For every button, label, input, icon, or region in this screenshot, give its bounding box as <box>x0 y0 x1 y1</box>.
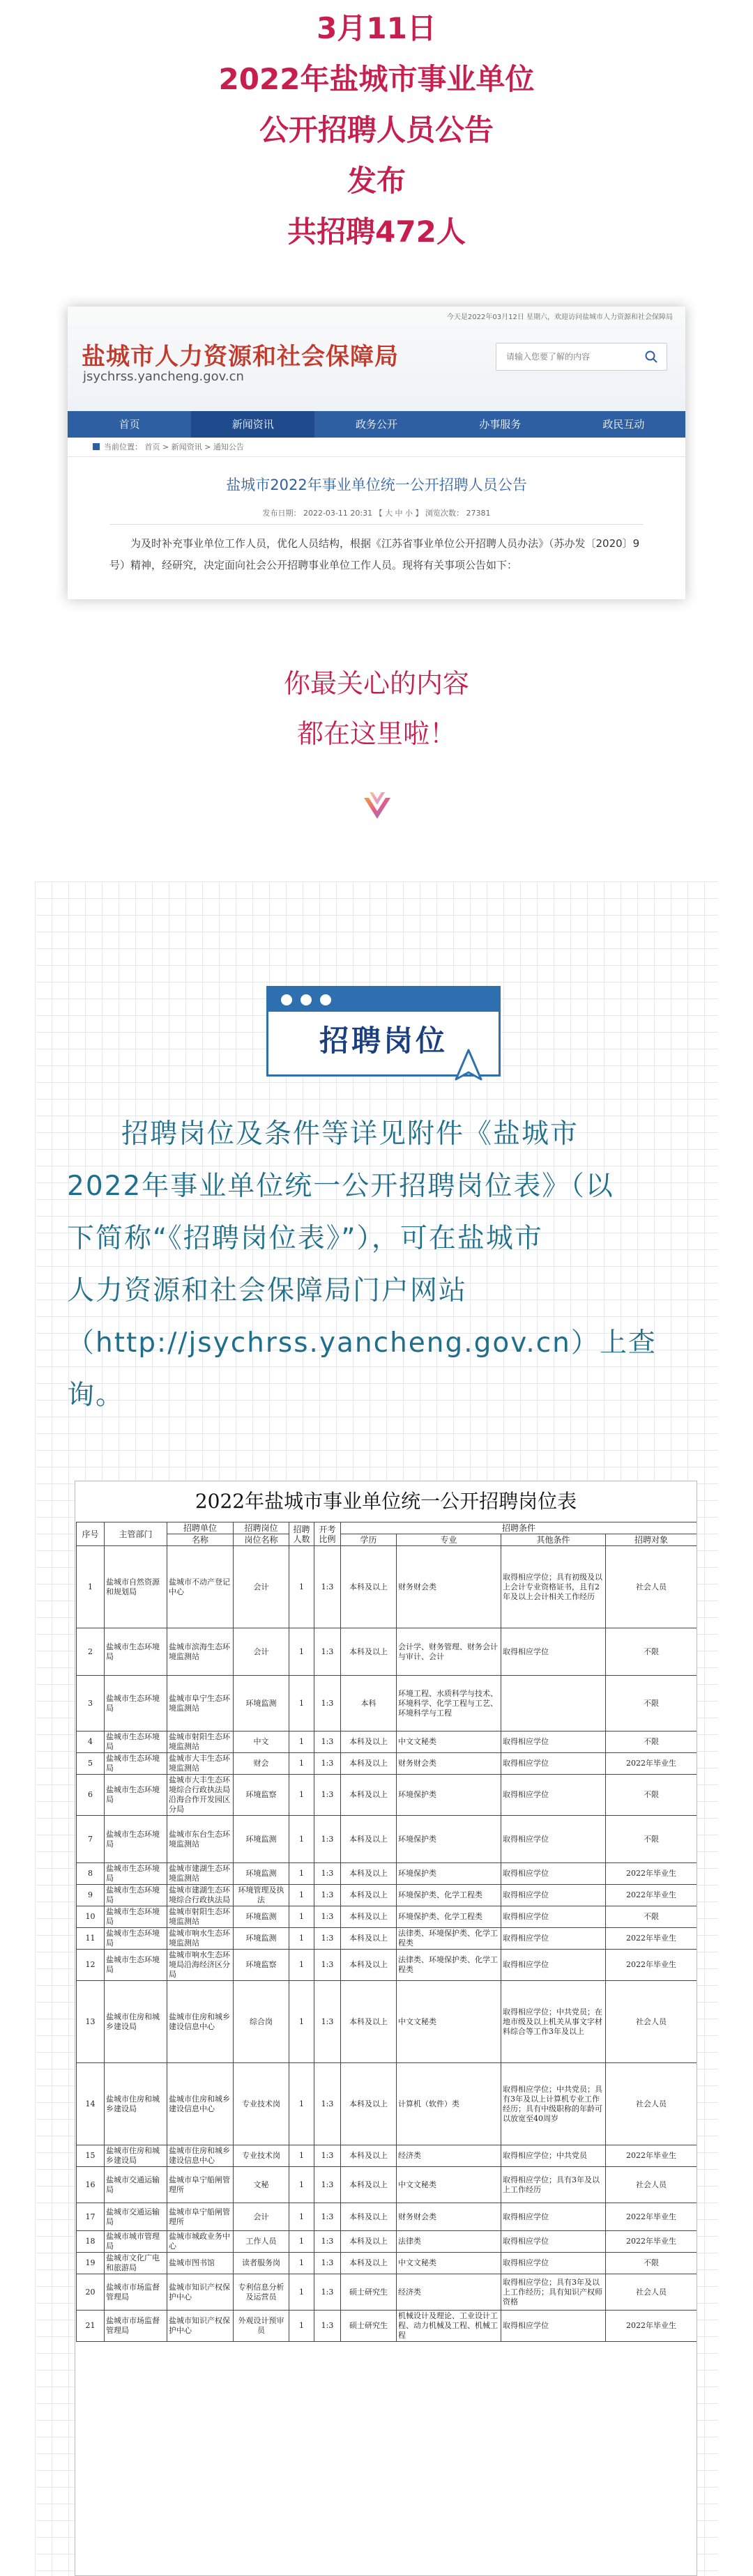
td-dept: 盐城市生态环境局 <box>105 1816 167 1863</box>
table-row <box>77 2203 697 2231</box>
td-ratio: 1:3 <box>314 1816 341 1863</box>
td-no: 17 <box>77 2203 105 2231</box>
td-post: 环境监测 <box>234 1928 289 1950</box>
td-other: 取得相应学位 <box>501 1863 606 1885</box>
td-count: 1 <box>289 1928 314 1950</box>
td-unit: 盐城市滨海生态环境监测站 <box>167 1628 234 1676</box>
td-other: 取得相应学位 <box>501 1885 606 1906</box>
desc-line: 人力资源和社会保障局门户网站 <box>67 1275 468 1306</box>
nav-interaction[interactable]: 政民互动 <box>602 418 645 431</box>
td-no: 11 <box>77 1928 105 1950</box>
td-unit: 盐城市阜宁船闸管理所 <box>167 2167 234 2203</box>
td-ratio: 1:3 <box>314 2274 341 2311</box>
td-target: 不限 <box>606 1816 697 1863</box>
td-edu: 本科及以上 <box>341 1628 397 1676</box>
td-unit: 盐城市住房和城乡建设信息中心 <box>167 2063 234 2145</box>
td-unit: 盐城市响水生态环境监测站 <box>167 1928 234 1950</box>
td-count: 1 <box>289 1676 314 1732</box>
td-count: 1 <box>289 2167 314 2203</box>
td-major: 环境保护类 <box>397 1863 501 1885</box>
td-edu: 本科及以上 <box>341 1981 397 2063</box>
td-unit: 盐城市东台生态环境监测站 <box>167 1816 234 1863</box>
td-edu: 本科及以上 <box>341 2203 397 2231</box>
td-ratio: 1:3 <box>314 2253 341 2274</box>
th-post-group: 招聘岗位 <box>234 1522 289 1534</box>
td-ratio: 1:3 <box>314 1863 341 1885</box>
th-count: 招聘人数 <box>289 1522 314 1546</box>
headline-status: 发布 <box>347 164 406 198</box>
chevron-down-icon <box>363 791 392 826</box>
td-dept: 盐城市生态环境局 <box>105 1628 167 1676</box>
desc-line: 2022年事业单位统一公开招聘岗位表》（以 <box>67 1171 614 1202</box>
th-dept: 主管部门 <box>105 1522 167 1546</box>
nav-home[interactable]: 首页 <box>119 418 140 431</box>
td-post: 中文 <box>234 1732 289 1753</box>
td-no: 12 <box>77 1950 105 1981</box>
td-other: 取得相应学位 <box>501 1753 606 1775</box>
td-post: 财会 <box>234 1753 289 1775</box>
td-post: 环境监察 <box>234 1950 289 1981</box>
td-other: 取得相应学位 <box>501 1906 606 1928</box>
td-edu: 本科及以上 <box>341 1546 397 1628</box>
td-ratio: 1:3 <box>314 2063 341 2145</box>
td-count: 1 <box>289 1628 314 1676</box>
td-post: 专业技术岗 <box>234 2063 289 2145</box>
td-unit: 盐城市阜宁生态环境监测站 <box>167 1676 234 1732</box>
td-unit: 盐城市建湖生态环境监测站 <box>167 1863 234 1885</box>
td-no: 21 <box>77 2311 105 2342</box>
td-dept: 盐城市城市管理局 <box>105 2231 167 2253</box>
td-other: 取得相应学位 <box>501 2253 606 2274</box>
td-count: 1 <box>289 2311 314 2342</box>
td-ratio: 1:3 <box>314 2167 341 2203</box>
search-icon[interactable] <box>644 350 658 364</box>
td-dept: 盐城市生态环境局 <box>105 1732 167 1753</box>
td-unit: 盐城市图书馆 <box>167 2253 234 2274</box>
table-row <box>77 1928 697 1950</box>
th-edu: 学历 <box>341 1534 397 1546</box>
td-ratio: 1:3 <box>314 1906 341 1928</box>
table-row <box>77 2274 697 2311</box>
td-ratio: 1:3 <box>314 1676 341 1732</box>
td-major: 经济类 <box>397 2145 501 2167</box>
td-edu: 本科及以上 <box>341 1950 397 1981</box>
td-target: 社会人员 <box>606 2274 697 2311</box>
search-input[interactable] <box>496 344 629 370</box>
td-other <box>501 1676 606 1732</box>
td-count: 1 <box>289 1775 314 1816</box>
td-post: 环境监测 <box>234 1676 289 1732</box>
td-post: 工作人员 <box>234 2231 289 2253</box>
td-dept: 盐城市住房和城乡建设局 <box>105 2145 167 2167</box>
td-major: 中文文秘类 <box>397 1981 501 2063</box>
td-post: 读者服务岗 <box>234 2253 289 2274</box>
td-major: 会计学、财务管理、财务会计与审计、会计 <box>397 1628 501 1676</box>
td-ratio: 1:3 <box>314 1928 341 1950</box>
badge-dot <box>281 994 292 1005</box>
td-other: 取得相应学位；中共党员 <box>501 2145 606 2167</box>
td-major: 环境保护类、化学工程类 <box>397 1906 501 1928</box>
td-unit: 盐城市知识产权保护中心 <box>167 2311 234 2342</box>
article-meta: 发布日期： 2022-03-11 20:31 【 大 中 小 】 浏览次数： 27381 <box>109 507 644 525</box>
td-ratio: 1:3 <box>314 1981 341 2063</box>
td-post: 会计 <box>234 1628 289 1676</box>
td-other: 取得相应学位 <box>501 1628 606 1676</box>
table-row <box>77 1753 697 1775</box>
td-target: 社会人员 <box>606 2167 697 2203</box>
th-cond-group: 招聘条件 <box>341 1522 697 1534</box>
td-no: 5 <box>77 1753 105 1775</box>
td-major: 经济类 <box>397 2274 501 2311</box>
td-unit: 盐城市不动产登记中心 <box>167 1546 234 1628</box>
td-dept: 盐城市生态环境局 <box>105 1775 167 1816</box>
td-dept: 盐城市交通运输局 <box>105 2203 167 2231</box>
td-unit: 盐城市建湖生态环境综合行政执法局 <box>167 1885 234 1906</box>
table-row <box>77 1732 697 1753</box>
headline-org: 2022年盐城市事业单位 <box>218 62 535 96</box>
td-no: 20 <box>77 2274 105 2311</box>
td-unit: 盐城市住房和城乡建设信息中心 <box>167 2145 234 2167</box>
td-edu: 本科及以上 <box>341 1928 397 1950</box>
td-edu: 本科及以上 <box>341 1906 397 1928</box>
td-other: 取得相应学位 <box>501 1732 606 1753</box>
cursor-icon <box>453 1049 484 1083</box>
td-target: 2022年毕业生 <box>606 1950 697 1981</box>
table-row <box>77 1885 697 1906</box>
td-dept: 盐城市自然资源和规划局 <box>105 1546 167 1628</box>
td-ratio: 1:3 <box>314 2145 341 2167</box>
table-row <box>77 2231 697 2253</box>
td-no: 19 <box>77 2253 105 2274</box>
td-no: 7 <box>77 1816 105 1863</box>
table-row <box>77 1546 697 1628</box>
badge-dot <box>301 994 312 1005</box>
td-ratio: 1:3 <box>314 2203 341 2231</box>
table-header-row <box>77 1534 697 1546</box>
td-ratio: 1:3 <box>314 1732 341 1753</box>
table-body <box>77 1546 697 2342</box>
nav-news[interactable]: 新闻资讯 <box>191 411 314 438</box>
site-header <box>68 307 685 411</box>
td-major: 法律类、环境保护类、化学工程类 <box>397 1928 501 1950</box>
th-unit-name: 名称 <box>167 1534 234 1546</box>
td-target: 2022年毕业生 <box>606 1928 697 1950</box>
td-count: 1 <box>289 1753 314 1775</box>
td-other: 取得相应学位；中共党员；在地市级及以上机关从事文字材料综合等工作3年及以上 <box>501 1981 606 2063</box>
td-no: 2 <box>77 1628 105 1676</box>
site-search <box>496 343 667 371</box>
headline <box>0 0 753 257</box>
td-ratio: 1:3 <box>314 1775 341 1816</box>
positions-table-card <box>75 1481 697 2576</box>
td-target: 2022年毕业生 <box>606 1753 697 1775</box>
td-major: 环境保护类、化学工程类 <box>397 1885 501 1906</box>
positions-table <box>76 1522 697 2342</box>
td-target: 2022年毕业生 <box>606 2311 697 2342</box>
td-ratio: 1:3 <box>314 1628 341 1676</box>
td-count: 1 <box>289 1885 314 1906</box>
td-no: 15 <box>77 2145 105 2167</box>
td-dept: 盐城市住房和城乡建设局 <box>105 2063 167 2145</box>
td-unit: 盐城市响水生态环境局沿海经济区分局 <box>167 1950 234 1981</box>
td-major: 计算机（软件）类 <box>397 2063 501 2145</box>
td-unit: 盐城市射阳生态环境监测站 <box>167 1906 234 1928</box>
td-edu: 本科及以上 <box>341 2145 397 2167</box>
td-no: 1 <box>77 1546 105 1628</box>
td-target: 不限 <box>606 1628 697 1676</box>
td-edu: 本科及以上 <box>341 2253 397 2274</box>
td-dept: 盐城市生态环境局 <box>105 1753 167 1775</box>
table-row <box>77 2063 697 2145</box>
td-major: 环境保护类 <box>397 1775 501 1816</box>
td-post: 综合岗 <box>234 1981 289 2063</box>
td-major: 中文文秘类 <box>397 1732 501 1753</box>
table-title: 2022年盐城市事业单位统一公开招聘岗位表 <box>195 1490 577 1513</box>
site-domain: jsychrss.yancheng.gov.cn <box>83 369 244 384</box>
td-unit: 盐城市城政业务中心 <box>167 2231 234 2253</box>
td-post: 外观设计预审员 <box>234 2311 289 2342</box>
badge-bar <box>268 988 499 1012</box>
nav-services[interactable]: 办事服务 <box>479 418 522 431</box>
table-row <box>77 1628 697 1676</box>
td-target: 不限 <box>606 1676 697 1732</box>
desc-line: 询。 <box>67 1380 125 1411</box>
headline-subject: 公开招聘人员公告 <box>259 113 494 147</box>
td-target: 社会人员 <box>606 1981 697 2063</box>
td-edu: 本科及以上 <box>341 1816 397 1863</box>
nav-gov-open[interactable]: 政务公开 <box>356 418 398 431</box>
td-ratio: 1:3 <box>314 1950 341 1981</box>
td-dept: 盐城市生态环境局 <box>105 1928 167 1950</box>
th-unit-group: 招聘单位 <box>167 1522 234 1534</box>
td-major: 财务财会类 <box>397 2203 501 2231</box>
table-row <box>77 2311 697 2342</box>
td-no: 10 <box>77 1906 105 1928</box>
td-unit: 盐城市大丰生态环境综合行政执法局沿海合作开发园区分局 <box>167 1775 234 1816</box>
td-target: 不限 <box>606 1906 697 1928</box>
table-row <box>77 1676 697 1732</box>
td-unit: 盐城市知识产权保护中心 <box>167 2274 234 2311</box>
desc-line: （http://jsychrss.yancheng.gov.cn）上查 <box>67 1327 657 1359</box>
td-ratio: 1:3 <box>314 1546 341 1628</box>
td-major: 环境保护类 <box>397 1816 501 1863</box>
td-major: 财务财会类 <box>397 1753 501 1775</box>
td-other: 取得相应学位；具有3年及以上工作经历；具有知识产权师资格 <box>501 2274 606 2311</box>
td-major: 财务财会类 <box>397 1546 501 1628</box>
td-other: 取得相应学位；具有3年及以上工作经历 <box>501 2167 606 2203</box>
care-line-2: 都在这里啦！ <box>296 718 456 749</box>
td-count: 1 <box>289 2063 314 2145</box>
td-major: 机械设计及理论、工业设计工程、动力机械及工程、机械工程 <box>397 2311 501 2342</box>
td-other: 取得相应学位 <box>501 1928 606 1950</box>
desc-line: 招聘岗位及条件等详见附件《盐城市 <box>121 1118 579 1150</box>
breadcrumb-text[interactable]: 当前位置： 首页 > 新闻资讯 > 通知公告 <box>104 442 244 452</box>
section-title: 招聘岗位 <box>319 1024 448 1058</box>
td-other: 取得相应学位 <box>501 2203 606 2231</box>
td-edu: 硕士研究生 <box>341 2311 397 2342</box>
td-target: 不限 <box>606 1732 697 1753</box>
table-row <box>77 2253 697 2274</box>
td-edu: 本科及以上 <box>341 1732 397 1753</box>
td-count: 1 <box>289 1906 314 1928</box>
care-line-1: 你最关心的内容 <box>283 668 469 699</box>
td-no: 13 <box>77 1981 105 2063</box>
td-target: 2022年毕业生 <box>606 1863 697 1885</box>
td-edu: 本科及以上 <box>341 1753 397 1775</box>
table-row <box>77 2145 697 2167</box>
td-unit: 盐城市大丰生态环境监测站 <box>167 1753 234 1775</box>
td-ratio: 1:3 <box>314 1753 341 1775</box>
th-post-name: 岗位名称 <box>234 1534 289 1546</box>
td-no: 18 <box>77 2231 105 2253</box>
td-post: 专业技术岗 <box>234 2145 289 2167</box>
td-other: 取得相应学位 <box>501 1816 606 1863</box>
td-post: 环境监测 <box>234 1816 289 1863</box>
td-major: 法律类、环境保护类、化学工程类 <box>397 1950 501 1981</box>
td-target: 不限 <box>606 2253 697 2274</box>
td-dept: 盐城市生态环境局 <box>105 1885 167 1906</box>
td-edu: 本科及以上 <box>341 2231 397 2253</box>
td-no: 6 <box>77 1775 105 1816</box>
td-dept: 盐城市生态环境局 <box>105 1676 167 1732</box>
article-title: 盐城市2022年事业单位统一公开招聘人员公告 <box>226 477 527 493</box>
td-count: 1 <box>289 1950 314 1981</box>
section-description <box>67 1108 699 1421</box>
td-target: 社会人员 <box>606 1546 697 1628</box>
td-edu: 本科及以上 <box>341 1885 397 1906</box>
td-count: 1 <box>289 1981 314 2063</box>
td-edu: 本科及以上 <box>341 1775 397 1816</box>
desc-line: 下简称“《招聘岗位表》”），可在盐城市 <box>67 1223 543 1254</box>
th-no: 序号 <box>77 1522 105 1546</box>
td-ratio: 1:3 <box>314 2231 341 2253</box>
td-dept: 盐城市交通运输局 <box>105 2167 167 2203</box>
td-dept: 盐城市住房和城乡建设局 <box>105 1981 167 2063</box>
td-post: 环境管理及执法 <box>234 1885 289 1906</box>
home-icon <box>93 443 100 450</box>
td-post: 环境监察 <box>234 1775 289 1816</box>
td-unit: 盐城市射阳生态环境监测站 <box>167 1732 234 1753</box>
td-other: 取得相应学位；具有初级及以上会计专业资格证书，且有2年及以上会计相关工作经历 <box>501 1546 606 1628</box>
table-header-row <box>77 1522 697 1534</box>
td-other: 取得相应学位 <box>501 1775 606 1816</box>
website-screenshot <box>68 307 685 599</box>
td-unit: 盐城市住房和城乡建设信息中心 <box>167 1981 234 2063</box>
td-post: 环境监测 <box>234 1863 289 1885</box>
td-edu: 本科及以上 <box>341 2063 397 2145</box>
td-count: 1 <box>289 2231 314 2253</box>
table-row <box>77 1950 697 1981</box>
td-edu: 本科 <box>341 1676 397 1732</box>
td-no: 16 <box>77 2167 105 2203</box>
td-no: 4 <box>77 1732 105 1753</box>
td-dept: 盐城市市场监督管理局 <box>105 2274 167 2311</box>
th-ratio: 开考比例 <box>314 1522 341 1546</box>
td-target: 2022年毕业生 <box>606 1885 697 1906</box>
td-edu: 硕士研究生 <box>341 2274 397 2311</box>
table-row <box>77 1981 697 2063</box>
td-other: 取得相应学位 <box>501 2231 606 2253</box>
site-nav <box>68 411 685 438</box>
th-major: 专业 <box>397 1534 501 1546</box>
td-major: 中文文秘类 <box>397 2253 501 2274</box>
th-other: 其他条件 <box>501 1534 606 1546</box>
td-no: 14 <box>77 2063 105 2145</box>
td-unit: 盐城市阜宁船闸管理所 <box>167 2203 234 2231</box>
td-ratio: 1:3 <box>314 2311 341 2342</box>
td-post: 专利信息分析及运营员 <box>234 2274 289 2311</box>
td-count: 1 <box>289 1816 314 1863</box>
td-count: 1 <box>289 2274 314 2311</box>
td-ratio: 1:3 <box>314 1885 341 1906</box>
td-other: 取得相应学位 <box>501 2311 606 2342</box>
td-dept: 盐城市生态环境局 <box>105 1906 167 1928</box>
td-dept: 盐城市市场监督管理局 <box>105 2311 167 2342</box>
td-target: 不限 <box>606 1775 697 1816</box>
article-body: 为及时补充事业单位工作人员，优化人员结构，根据《江苏省事业单位公开招聘人员办法》（苏办发〔2020〕9号）精神，经研究，决定面向社会公开招聘事业单位工作人员。现将有关事项公告如下： <box>109 537 640 571</box>
td-major: 法律类 <box>397 2231 501 2253</box>
td-count: 1 <box>289 2253 314 2274</box>
td-post: 会计 <box>234 2203 289 2231</box>
td-target: 2022年毕业生 <box>606 2145 697 2167</box>
td-dept: 盐城市文化广电和旅游局 <box>105 2253 167 2274</box>
td-target: 2022年毕业生 <box>606 2203 697 2231</box>
td-other: 取得相应学位；中共党员；具有3年及以上计算机专业工作经历；具有中级职称的年龄可以放宽至40周岁 <box>501 2063 606 2145</box>
td-no: 9 <box>77 1885 105 1906</box>
td-count: 1 <box>289 2203 314 2231</box>
table-row <box>77 2167 697 2203</box>
td-major: 中文文秘类 <box>397 2167 501 2203</box>
td-no: 3 <box>77 1676 105 1732</box>
headline-date: 3月11日 <box>317 11 436 45</box>
table-row <box>77 1775 697 1816</box>
td-target: 2022年毕业生 <box>606 2231 697 2253</box>
headline-total: 共招聘472人 <box>287 215 466 249</box>
th-target: 招聘对象 <box>606 1534 697 1546</box>
td-count: 1 <box>289 2145 314 2167</box>
td-count: 1 <box>289 1863 314 1885</box>
table-row <box>77 1906 697 1928</box>
td-major: 环境工程、水质科学与技术、环境科学、化学工程与工艺、环境科学与工程 <box>397 1676 501 1732</box>
td-no: 8 <box>77 1863 105 1885</box>
td-edu: 本科及以上 <box>341 1863 397 1885</box>
td-post: 会计 <box>234 1546 289 1628</box>
td-other: 取得相应学位 <box>501 1950 606 1981</box>
care-text <box>0 658 753 759</box>
breadcrumb <box>68 438 685 457</box>
td-target: 社会人员 <box>606 2063 697 2145</box>
table-row <box>77 1816 697 1863</box>
td-dept: 盐城市生态环境局 <box>105 1863 167 1885</box>
site-notice: 今天是2022年03月12日 星期六，欢迎访问盐城市人力资源和社会保障局 <box>446 314 673 321</box>
td-dept: 盐城市生态环境局 <box>105 1950 167 1981</box>
td-count: 1 <box>289 1732 314 1753</box>
td-post: 环境监测 <box>234 1906 289 1928</box>
table-row <box>77 1863 697 1885</box>
td-post: 文秘 <box>234 2167 289 2203</box>
badge-dot <box>320 994 331 1005</box>
site-brand[interactable]: 盐城市人力资源和社会保障局 <box>82 344 399 370</box>
td-edu: 本科及以上 <box>341 2167 397 2203</box>
td-count: 1 <box>289 1546 314 1628</box>
